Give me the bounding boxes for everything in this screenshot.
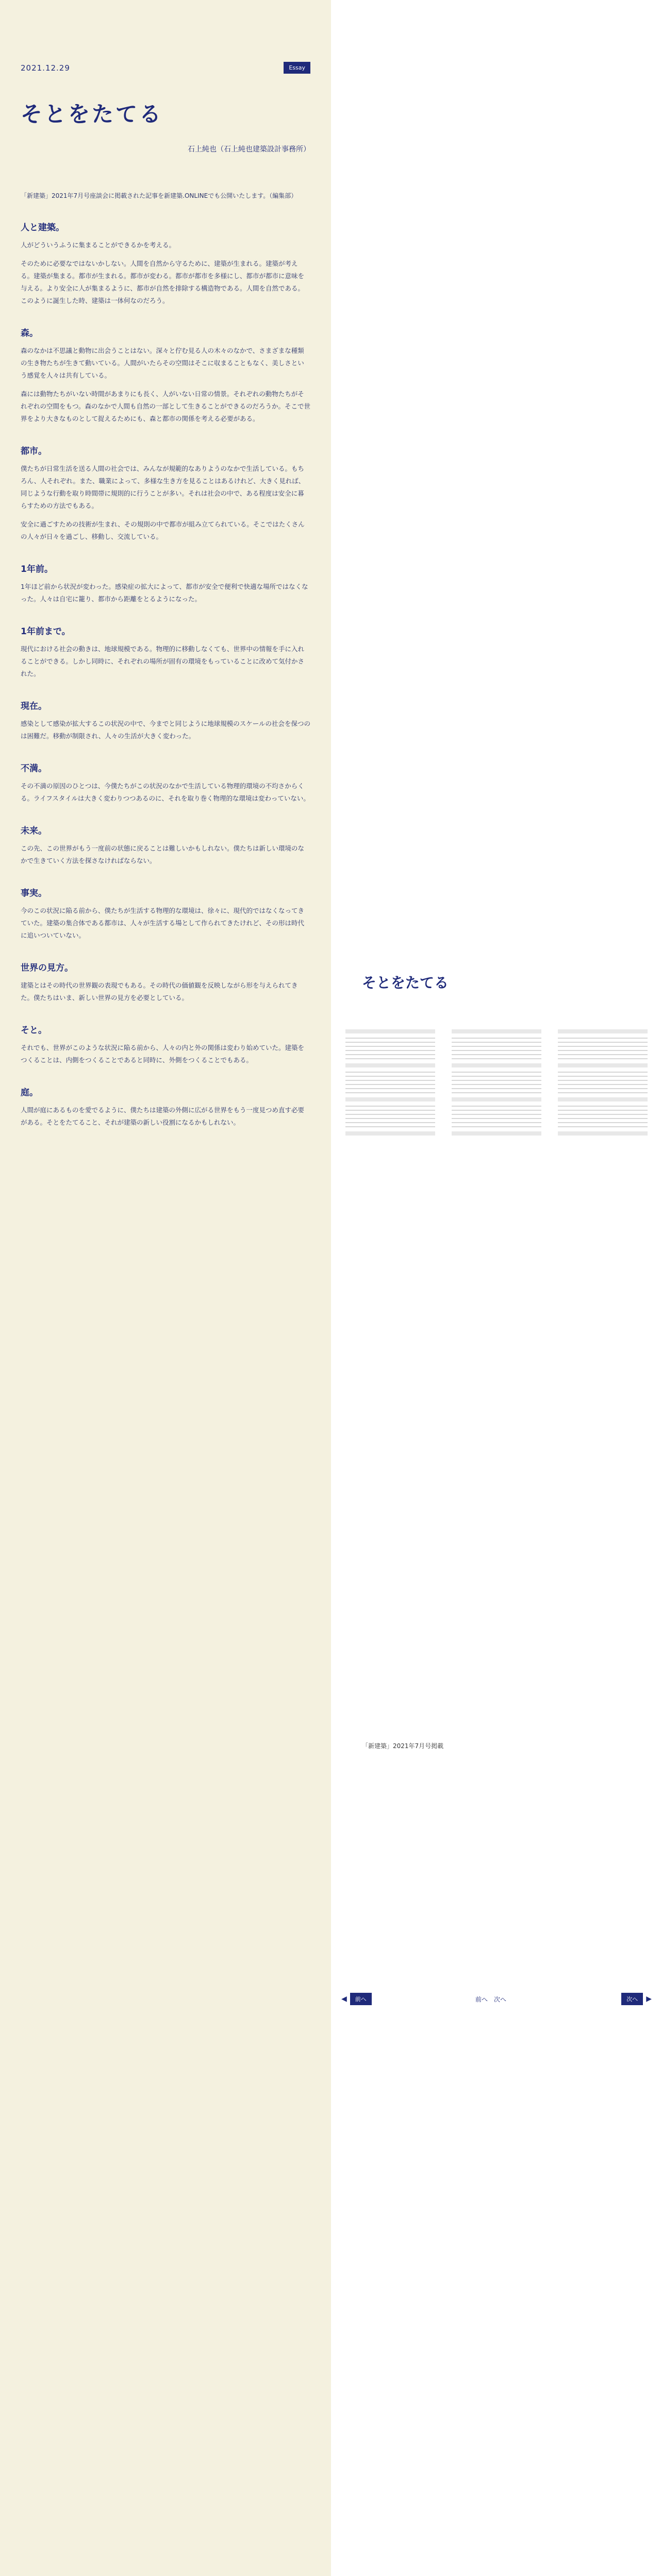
section-paragraph: 僕たちが日常生活を送る人間の社会では、みんなが規範的なありようのなかで生活している。もちろん、人それぞれ。また、職業によって、多様な生き方を見ることはあるけれど、大きく見れば、同じような行動を取り時間帯に規則的に行うことが多い。それは社会の中で、ある程度は安全に暮らすための方法でもある。	[21, 465, 305, 510]
spread-text-line	[558, 1084, 648, 1085]
article-section	[21, 220, 310, 307]
spread-text-line	[558, 1106, 648, 1107]
section-heading: 世界の見方。	[21, 963, 73, 973]
spread-text-line	[558, 1088, 648, 1089]
section-paragraph: その不満の原因のひとつは、今僕たちがこの状況のなかで生活している物理的環境の不均さからくる。ライフスタイルは大きく変わりつつあるのに、それを取り巻く物理的な環境は変わっていない。	[21, 782, 310, 802]
pager-prev[interactable]	[341, 1993, 372, 2005]
category-tag[interactable]: Essay	[284, 62, 310, 74]
spread-text-line	[558, 1114, 648, 1115]
spread-text-line	[345, 1088, 435, 1089]
article-section	[21, 1085, 310, 1129]
section-heading: 未来。	[21, 826, 47, 836]
article-meta	[21, 62, 310, 74]
article-section	[21, 624, 310, 680]
spread-text-line	[345, 1126, 435, 1127]
spread-text-line	[452, 1118, 541, 1119]
spread-text-line	[452, 1114, 541, 1115]
spread-text-line	[345, 1038, 435, 1039]
spread-text-line	[558, 1092, 648, 1093]
spread-text-line	[345, 1076, 435, 1077]
section-heading: 1年前まで。	[21, 626, 71, 637]
spread-text-line	[452, 1054, 541, 1055]
section-paragraph: そのために必要なではないかしない。人間を自然から守るために、建築が生まれる。建築が考える。建築が集まる。都市が生まれる。都市が変わる。都市が都市を多様にし、都市が都市に意味を与える。より安全に人が集まるように、都市が自然を排除する構造物である。人間を自然である。このように誕生した時、建築は一体何なのだろう。	[21, 260, 305, 304]
spread-text-line	[345, 1072, 435, 1073]
spread-text-line	[452, 1080, 541, 1081]
spread-text-line	[345, 1106, 435, 1107]
spread-text-line	[452, 1122, 541, 1123]
spread-text-line	[452, 1131, 541, 1136]
spread-text-line	[558, 1050, 648, 1051]
section-heading: 事実。	[21, 888, 47, 899]
spread-page-1	[341, 1025, 439, 1159]
preview-title: そとをたてる	[362, 974, 449, 991]
spread-text-line	[558, 1029, 648, 1033]
spread-text-line	[452, 1029, 541, 1033]
section-heading: そと。	[21, 1025, 47, 1036]
section-paragraph: 人間が庭にあるものを愛でるように、僕たちは建築の外側に広がる世界をもう一度見つめ直す必要がある。そとをたてること、それが建築の新しい役割になるかもしれない。	[21, 1106, 305, 1126]
spread-text-line	[558, 1131, 648, 1136]
article-section	[21, 761, 310, 805]
article-section	[21, 444, 310, 543]
section-paragraph: 安全に過ごすための技術が生まれ、その規則の中で都市が組み立てられている。そこではたくさんの人々が日々を過ごし、移動し、交流している。	[21, 520, 305, 540]
spread-text-line	[452, 1038, 541, 1039]
section-heading: 人と建築。	[21, 223, 64, 233]
article-date: 2021.12.29	[21, 63, 70, 73]
next-button[interactable]: 次へ	[621, 1993, 643, 2005]
spread-text-line	[558, 1054, 648, 1055]
spread-text-line	[345, 1080, 435, 1081]
section-paragraph: 1年ほど前から状況が変わった。感染症の拡大によって、都市が安全で便利で快適な場所ではなくなった。人々は自宅に籠り、都市から距離をとるようになった。	[21, 583, 308, 603]
article-section	[21, 1023, 310, 1066]
article-title: そとをたてる	[21, 101, 163, 127]
spread-text-line	[345, 1097, 435, 1101]
article-section	[21, 562, 310, 605]
section-paragraph: 森には動物たちがいない時間があまりにも長く、人がいない日常の情景。それぞれの動物たちがそれぞれの空間をもつ。森のなかで人間も自然の一部として生きることができるのだろうか。そこで世界をより大きなものとして捉えるためにも、森と都市の関係を考える必要がある。	[21, 390, 311, 422]
section-heading: 庭。	[21, 1088, 38, 1098]
section-paragraph: それでも、世界がこのような状況に陥る前から、人々の内と外の関係は変わり始めていた。建築をつくることは、内側をつくることであると同時に、外側をつくることでもある。	[21, 1044, 305, 1064]
spread-text-line	[345, 1042, 435, 1043]
section-heading: 都市。	[21, 446, 47, 456]
spread-text-line	[452, 1106, 541, 1107]
arrow-right-icon: ▶	[646, 1995, 652, 2003]
spread-page-2	[448, 1025, 545, 1159]
article-intro: 「新建築」2021年7月号座談会に掲載された記事を新建築.ONLINEでも公開いたします。（編集部）	[21, 192, 297, 199]
spread-text-line	[558, 1076, 648, 1077]
spread-text-line	[345, 1029, 435, 1033]
spread-text-line	[345, 1046, 435, 1047]
section-paragraph: 人がどういうふうに集まることができるかを考える。	[21, 241, 176, 249]
preview-caption: 「新建築」2021年7月号掲載	[362, 1742, 444, 1750]
spread-text-line	[452, 1042, 541, 1043]
spread-text-line	[345, 1092, 435, 1093]
spread-text-line	[558, 1126, 648, 1127]
article-body	[21, 220, 310, 1129]
spread-text-line	[558, 1110, 648, 1111]
section-heading: 不満。	[21, 764, 47, 774]
section-heading: 1年前。	[21, 564, 53, 574]
section-paragraph: この先、この世界がもう一度前の状態に戻ることは難しいかもしれない。僕たちは新しい環境のなかで生きていく方法を探さなければならない。	[21, 844, 305, 865]
spread-text-line	[452, 1058, 541, 1059]
section-paragraph: 感染として感染が拡大するこの状況の中で、今までと同じように地球規模のスケールの社会を保つのは困難だ。移動が制限され、人々の生活が大きく変わった。	[21, 720, 311, 740]
spread-text-line	[345, 1114, 435, 1115]
spread-text-line	[452, 1092, 541, 1093]
article-section	[21, 823, 310, 867]
spread-text-line	[558, 1080, 648, 1081]
pager	[341, 1989, 652, 2009]
arrow-left-icon: ◀	[341, 1995, 347, 2003]
section-paragraph: 現代における社会の動きは、地球規模である。物理的に移動しなくても、世界中の情報を手に入れることができる。しかし同時に、それぞれの場所が固有の環境をもっていることに改めて気付かされた。	[21, 645, 305, 677]
section-heading: 現在。	[21, 701, 47, 711]
spread-text-line	[558, 1072, 648, 1073]
spread-text-line	[558, 1042, 648, 1043]
article-section	[21, 699, 310, 742]
spread-text-line	[345, 1063, 435, 1067]
spread-text-line	[345, 1050, 435, 1051]
spread-text-line	[452, 1076, 541, 1077]
spread-text-line	[452, 1110, 541, 1111]
spread-text-line	[452, 1126, 541, 1127]
side-column	[331, 0, 662, 2576]
spread-text-line	[452, 1088, 541, 1089]
section-paragraph: 森のなかは不思議と動物に出会うことはない。深々と佇む見る人の木々のなかで、さまざまな種類の生き物たちが生きて動いている。人間がいたらその空間はそこに収まることもなく、美しさという感覚を人々は共有している。	[21, 347, 304, 379]
spread-text-line	[558, 1046, 648, 1047]
spread-text-line	[345, 1131, 435, 1136]
spread-text-line	[345, 1058, 435, 1059]
spread-text-line	[558, 1063, 648, 1067]
spread-text-line	[345, 1122, 435, 1123]
spread-text-line	[452, 1084, 541, 1085]
spread-page-3	[554, 1025, 652, 1159]
pager-middle[interactable]: 前へ 次へ	[475, 1996, 507, 2003]
spread-text-line	[558, 1118, 648, 1119]
spread-text-line	[558, 1058, 648, 1059]
prev-button[interactable]: 前へ	[350, 1993, 372, 2005]
magazine-spreads	[341, 1025, 652, 1159]
article-section	[21, 326, 310, 425]
spread-text-line	[345, 1054, 435, 1055]
article-author: 石上純也（石上純也建築設計事務所）	[188, 145, 310, 154]
spread-text-line	[452, 1063, 541, 1067]
section-heading: 森。	[21, 328, 38, 338]
spread-text-line	[558, 1038, 648, 1039]
spread-text-line	[452, 1072, 541, 1073]
spread-text-line	[452, 1046, 541, 1047]
article-section	[21, 886, 310, 942]
spread-text-line	[345, 1110, 435, 1111]
section-paragraph: 建築とはその時代の世界観の表現でもある。その時代の価値観を反映しながら形を与えられてきた。僕たちはいま、新しい世界の見方を必要としている。	[21, 981, 298, 1002]
section-paragraph: 今のこの状況に陥る前から、僕たちが生活する物理的な環境は、徐々に、現代的ではなくなってきていた。建築の集合体である都市は、人々が生活する場として作られてきたけれど、その形は時代に追いついていない。	[21, 907, 305, 939]
spread-text-line	[452, 1097, 541, 1101]
spread-text-line	[558, 1122, 648, 1123]
pager-next[interactable]	[621, 1993, 652, 2005]
spread-text-line	[452, 1050, 541, 1051]
spread-text-line	[345, 1084, 435, 1085]
spread-text-line	[558, 1097, 648, 1101]
article-section	[21, 960, 310, 1004]
spread-text-line	[345, 1118, 435, 1119]
